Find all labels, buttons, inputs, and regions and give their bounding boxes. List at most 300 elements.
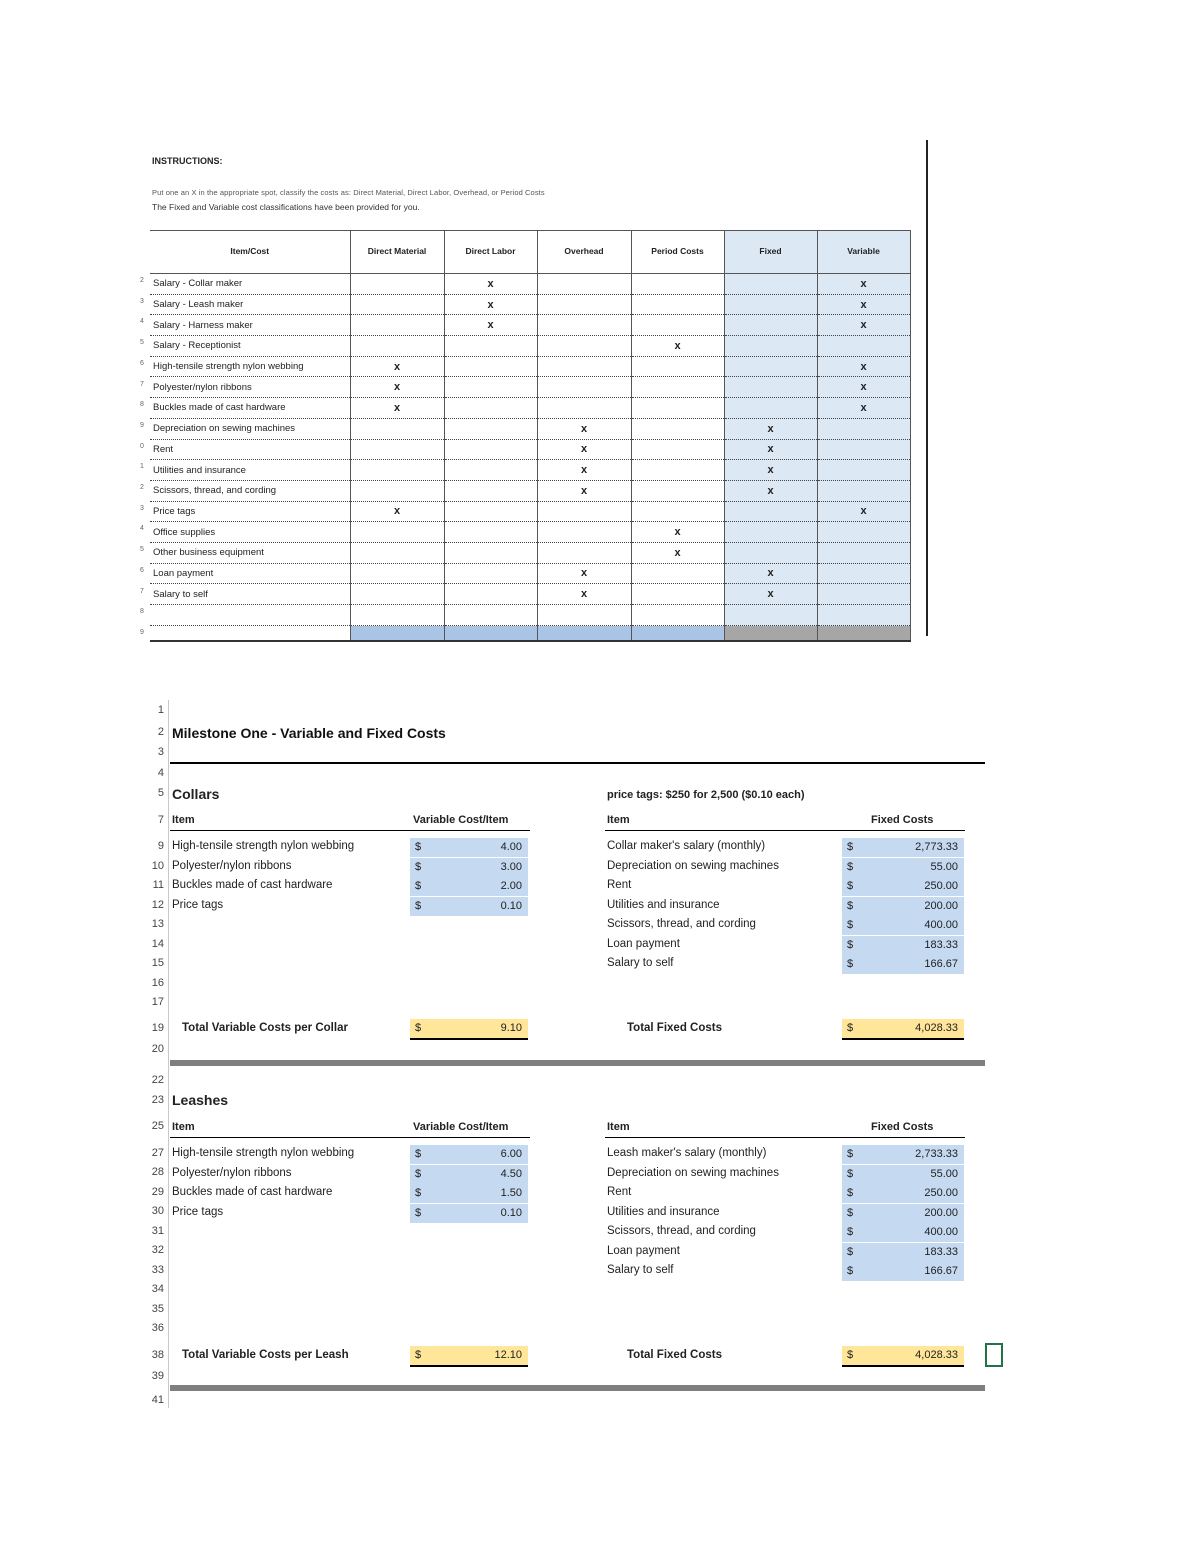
collars-variable-cost-value: 0.10 bbox=[500, 899, 522, 912]
collars-variable-item: Price tags bbox=[172, 898, 224, 911]
collars-fixed-item: Utilities and insurance bbox=[607, 898, 720, 911]
classification-row bbox=[150, 439, 910, 460]
direct-labor-cell[interactable] bbox=[444, 398, 537, 419]
classification-item-cell[interactable]: Utilities and insurance bbox=[150, 460, 350, 481]
collars-total-fixed-label: Total Fixed Costs bbox=[627, 1022, 722, 1034]
direct-labor-cell[interactable] bbox=[444, 563, 537, 584]
direct-labor-cell[interactable]: x bbox=[444, 274, 537, 295]
fixed-cell[interactable]: x bbox=[724, 584, 817, 605]
currency-symbol: $ bbox=[847, 841, 854, 853]
currency-symbol: $ bbox=[415, 1022, 422, 1034]
classification-item-cell[interactable]: Price tags bbox=[150, 501, 350, 522]
fixed-cell[interactable]: x bbox=[724, 563, 817, 584]
overhead-cell[interactable]: x bbox=[537, 584, 631, 605]
variable-cell[interactable]: x bbox=[817, 274, 910, 295]
overhead-cell[interactable] bbox=[537, 501, 631, 522]
row-number: 16 bbox=[151, 977, 164, 989]
leashes-fixed-item: Utilities and insurance bbox=[607, 1205, 720, 1218]
variable-cell[interactable]: x bbox=[817, 501, 910, 522]
empty-cell[interactable] bbox=[444, 626, 537, 642]
collars-variable-item: Polyester/nylon ribbons bbox=[172, 859, 292, 872]
title-underline bbox=[170, 762, 985, 764]
leashes-fixed-item: Depreciation on sewing machines bbox=[607, 1166, 779, 1179]
row-number: 19 bbox=[151, 1022, 164, 1034]
collars-variable-cost-cell[interactable] bbox=[410, 838, 528, 857]
row-marker: 6 bbox=[140, 566, 144, 574]
collars-variable-item: Buckles made of cast hardware bbox=[172, 879, 333, 891]
collars-total-variable-label: Total Variable Costs per Collar bbox=[182, 1022, 348, 1034]
currency-symbol: $ bbox=[847, 1245, 854, 1258]
row-marker: 2 bbox=[140, 484, 144, 491]
collars-fixed-cost-value: 400.00 bbox=[924, 919, 958, 931]
classification-row bbox=[150, 356, 910, 377]
classification-item-cell[interactable]: Salary - Receptionist bbox=[150, 336, 350, 357]
direct-labor-cell[interactable] bbox=[444, 418, 537, 439]
classification-item-cell[interactable]: Loan payment bbox=[150, 563, 350, 584]
fixed-cell[interactable] bbox=[724, 356, 817, 377]
fixed-cell[interactable] bbox=[724, 274, 817, 295]
fixed-cell[interactable] bbox=[724, 315, 817, 336]
classification-item-cell[interactable]: Salary - Collar maker bbox=[150, 274, 350, 295]
classification-item-cell[interactable]: Depreciation on sewing machines bbox=[150, 418, 350, 439]
direct-material-cell[interactable] bbox=[350, 584, 444, 605]
leashes-fixed-cost-cell[interactable] bbox=[842, 1204, 964, 1223]
variable-cell[interactable]: x bbox=[817, 356, 910, 377]
variable-cell[interactable] bbox=[817, 563, 910, 584]
classification-row bbox=[150, 294, 910, 315]
variable-cell[interactable] bbox=[817, 480, 910, 501]
row-number: 22 bbox=[151, 1074, 164, 1086]
variable-cell[interactable] bbox=[817, 584, 910, 605]
currency-symbol: $ bbox=[415, 1148, 422, 1160]
leashes-fixed-item-header: Item bbox=[607, 1121, 630, 1133]
direct-labor-cell[interactable]: x bbox=[444, 315, 537, 336]
classification-item-cell[interactable]: Salary to self bbox=[150, 584, 350, 605]
row-number: 28 bbox=[151, 1166, 164, 1178]
overhead-cell[interactable] bbox=[537, 274, 631, 295]
classification-row bbox=[150, 315, 910, 336]
leashes-variable-cost-value: 4.50 bbox=[500, 1167, 522, 1180]
direct-labor-cell[interactable] bbox=[444, 542, 537, 563]
row-marker: 3 bbox=[140, 297, 144, 305]
period-costs-cell[interactable] bbox=[631, 315, 724, 336]
row-number: 15 bbox=[151, 957, 164, 969]
classification-item-cell[interactable]: High-tensile strength nylon webbing bbox=[150, 356, 350, 377]
row-number: 33 bbox=[151, 1264, 164, 1276]
leashes-fixed-cost-value: 250.00 bbox=[924, 1187, 958, 1199]
variable-cell[interactable] bbox=[817, 418, 910, 439]
classification-item-cell[interactable]: Buckles made of cast hardware bbox=[150, 398, 350, 419]
collars-fixed-cost-value: 55.00 bbox=[930, 860, 958, 873]
row-number: 34 bbox=[151, 1283, 164, 1295]
currency-symbol: $ bbox=[415, 1349, 422, 1361]
leashes-fixed-item: Scissors, thread, and cording bbox=[607, 1225, 756, 1237]
row-number: 20 bbox=[151, 1043, 164, 1055]
classification-item-cell[interactable]: Other business equipment bbox=[150, 542, 350, 563]
period-costs-cell[interactable] bbox=[631, 377, 724, 398]
currency-symbol: $ bbox=[415, 899, 422, 912]
collars-variable-cost-cell[interactable] bbox=[410, 877, 528, 896]
currency-symbol: $ bbox=[847, 1148, 854, 1160]
currency-symbol: $ bbox=[847, 938, 854, 951]
variable-cell[interactable]: x bbox=[817, 398, 910, 419]
row-marker: 5 bbox=[140, 546, 144, 554]
direct-material-cell[interactable] bbox=[350, 563, 444, 584]
collars-variable-cost-cell[interactable] bbox=[410, 858, 528, 877]
selected-cell-indicator[interactable] bbox=[985, 1343, 1003, 1367]
row-marker: 7 bbox=[140, 380, 144, 388]
leashes-fixed-cost-cell[interactable] bbox=[842, 1223, 964, 1242]
collars-variable-cost-value: 4.00 bbox=[500, 841, 522, 853]
row-number: 23 bbox=[151, 1094, 164, 1106]
direct-labor-cell[interactable] bbox=[444, 480, 537, 501]
classification-row bbox=[150, 522, 910, 543]
currency-symbol: $ bbox=[847, 919, 854, 931]
period-costs-cell[interactable]: x bbox=[631, 542, 724, 563]
period-costs-cell[interactable] bbox=[631, 439, 724, 460]
direct-material-cell[interactable] bbox=[350, 480, 444, 501]
period-costs-cell[interactable] bbox=[631, 460, 724, 481]
direct-material-cell[interactable]: x bbox=[350, 356, 444, 377]
collars-variable-cost-cell[interactable] bbox=[410, 897, 528, 916]
milestone-sheet bbox=[140, 700, 1010, 1410]
collars-total-variable-value: 9.10 bbox=[500, 1022, 522, 1034]
leashes-fixed-cost-value: 183.33 bbox=[924, 1245, 958, 1258]
row-marker: 6 bbox=[140, 359, 144, 367]
leashes-fixed-cost-value: 55.00 bbox=[930, 1167, 958, 1180]
variable-cell[interactable] bbox=[817, 542, 910, 563]
row-header-gutter bbox=[168, 700, 169, 1408]
empty-cell[interactable] bbox=[817, 605, 910, 626]
leashes-total-fixed-cell[interactable] bbox=[842, 1346, 964, 1367]
currency-symbol: $ bbox=[847, 1206, 854, 1219]
collars-section-divider bbox=[170, 1060, 985, 1066]
classification-item-cell[interactable]: Scissors, thread, and cording bbox=[150, 480, 350, 501]
empty-cell[interactable] bbox=[631, 626, 724, 642]
collars-fixed-item-header: Item bbox=[607, 814, 630, 826]
empty-cell[interactable] bbox=[537, 626, 631, 642]
leashes-fixed-cost-value: 166.67 bbox=[924, 1265, 958, 1277]
leashes-variable-item: Polyester/nylon ribbons bbox=[172, 1166, 292, 1179]
classification-blank-row bbox=[150, 605, 910, 626]
header-item-cost: Item/Cost bbox=[150, 231, 350, 274]
classification-header-row bbox=[150, 231, 910, 274]
leashes-header-rule-right bbox=[605, 1137, 965, 1138]
direct-material-cell[interactable]: x bbox=[350, 501, 444, 522]
row-marker: 5 bbox=[140, 339, 144, 347]
direct-labor-cell[interactable] bbox=[444, 439, 537, 460]
currency-symbol: $ bbox=[847, 1265, 854, 1277]
row-number: 13 bbox=[151, 918, 164, 930]
row-marker: 1 bbox=[140, 463, 144, 471]
empty-cell[interactable] bbox=[444, 605, 537, 626]
classification-row bbox=[150, 563, 910, 584]
leashes-fixed-cost-cell[interactable] bbox=[842, 1145, 964, 1164]
row-marker: 8 bbox=[140, 608, 144, 616]
collars-total-fixed-value: 4,028.33 bbox=[915, 1022, 958, 1034]
leashes-total-fixed-label: Total Fixed Costs bbox=[627, 1349, 722, 1361]
row-number: 39 bbox=[151, 1370, 164, 1382]
fixed-cell[interactable] bbox=[724, 377, 817, 398]
direct-material-cell[interactable] bbox=[350, 315, 444, 336]
classification-row bbox=[150, 336, 910, 357]
leashes-fixed-cost-value: 200.00 bbox=[924, 1206, 958, 1219]
leashes-fixed-cost-value: 2,733.33 bbox=[915, 1148, 958, 1160]
row-marker: 4 bbox=[140, 525, 144, 533]
collars-fixed-cost-value: 200.00 bbox=[924, 899, 958, 912]
leashes-total-fixed-value: 4,028.33 bbox=[915, 1349, 958, 1361]
collars-variable-header: Variable Cost/Item bbox=[413, 814, 509, 826]
leashes-section-title: Leashes bbox=[172, 1092, 229, 1108]
collars-fixed-cost-cell[interactable] bbox=[842, 897, 964, 916]
currency-symbol: $ bbox=[415, 1187, 422, 1199]
direct-material-cell[interactable] bbox=[350, 522, 444, 543]
row-number: 12 bbox=[151, 899, 164, 911]
overhead-cell[interactable] bbox=[537, 315, 631, 336]
direct-labor-cell[interactable] bbox=[444, 336, 537, 357]
leashes-fixed-cost-cell[interactable] bbox=[842, 1243, 964, 1262]
currency-symbol: $ bbox=[847, 1349, 854, 1361]
classification-item-cell[interactable]: Salary - Harness maker bbox=[150, 315, 350, 336]
collars-fixed-cost-value: 250.00 bbox=[924, 880, 958, 892]
header-overhead: Overhead bbox=[537, 231, 631, 274]
row-marker: 2 bbox=[140, 277, 144, 284]
leashes-total-variable-value: 12.10 bbox=[494, 1349, 522, 1361]
empty-cell[interactable] bbox=[724, 626, 817, 642]
row-number: 31 bbox=[151, 1225, 164, 1237]
direct-labor-cell[interactable] bbox=[444, 377, 537, 398]
classification-item-cell[interactable]: Salary - Leash maker bbox=[150, 294, 350, 315]
period-costs-cell[interactable] bbox=[631, 563, 724, 584]
collars-fixed-cost-cell[interactable] bbox=[842, 936, 964, 955]
variable-cell[interactable] bbox=[817, 336, 910, 357]
leashes-fixed-item: Loan payment bbox=[607, 1244, 680, 1257]
row-number: 36 bbox=[151, 1322, 164, 1334]
row-number: 1 bbox=[157, 704, 164, 716]
collars-variable-cost-value: 3.00 bbox=[500, 860, 522, 873]
fixed-cell[interactable] bbox=[724, 336, 817, 357]
direct-labor-cell[interactable] bbox=[444, 522, 537, 543]
empty-cell[interactable] bbox=[724, 605, 817, 626]
collars-section-title: Collars bbox=[172, 786, 220, 802]
row-number: 14 bbox=[151, 938, 164, 950]
leashes-variable-cost-cell[interactable] bbox=[410, 1165, 528, 1184]
leashes-variable-cost-value: 1.50 bbox=[500, 1187, 522, 1199]
direct-material-cell[interactable] bbox=[350, 542, 444, 563]
currency-symbol: $ bbox=[415, 1206, 422, 1219]
row-number: 9 bbox=[157, 840, 164, 852]
period-costs-cell[interactable] bbox=[631, 274, 724, 295]
overhead-cell[interactable]: x bbox=[537, 563, 631, 584]
row-number: 30 bbox=[151, 1205, 164, 1217]
direct-material-cell[interactable] bbox=[350, 460, 444, 481]
classification-row bbox=[150, 542, 910, 563]
overhead-cell[interactable] bbox=[537, 356, 631, 377]
empty-cell[interactable] bbox=[817, 626, 910, 642]
collars-total-fixed-cell[interactable] bbox=[842, 1019, 964, 1040]
currency-symbol: $ bbox=[415, 1167, 422, 1180]
row-number: 29 bbox=[151, 1186, 164, 1198]
classification-item-cell[interactable]: Polyester/nylon ribbons bbox=[150, 377, 350, 398]
period-costs-cell[interactable] bbox=[631, 480, 724, 501]
row-marker: 9 bbox=[140, 421, 144, 429]
variable-cell[interactable] bbox=[817, 522, 910, 543]
currency-symbol: $ bbox=[847, 880, 854, 892]
empty-cell[interactable] bbox=[631, 605, 724, 626]
classification-sheet bbox=[140, 140, 930, 640]
empty-cell[interactable] bbox=[537, 605, 631, 626]
direct-labor-cell[interactable] bbox=[444, 356, 537, 377]
classification-row bbox=[150, 584, 910, 605]
sheet-right-border bbox=[926, 140, 928, 636]
overhead-cell[interactable] bbox=[537, 294, 631, 315]
header-direct-labor: Direct Labor bbox=[444, 231, 537, 274]
collars-item-header: Item bbox=[172, 814, 195, 826]
collars-variable-cost-value: 2.00 bbox=[500, 880, 522, 892]
currency-symbol: $ bbox=[847, 860, 854, 873]
fixed-cell[interactable] bbox=[724, 542, 817, 563]
header-variable: Variable bbox=[817, 231, 910, 274]
direct-material-cell[interactable] bbox=[350, 418, 444, 439]
leashes-fixed-header: Fixed Costs bbox=[871, 1121, 934, 1133]
variable-cell[interactable]: x bbox=[817, 377, 910, 398]
collars-fixed-item: Rent bbox=[607, 879, 632, 891]
empty-cell[interactable] bbox=[150, 605, 350, 626]
direct-material-cell[interactable] bbox=[350, 294, 444, 315]
direct-labor-cell[interactable] bbox=[444, 584, 537, 605]
fixed-cell[interactable] bbox=[724, 398, 817, 419]
header-direct-material: Direct Material bbox=[350, 231, 444, 274]
fixed-cell[interactable] bbox=[724, 294, 817, 315]
leashes-fixed-item: Leash maker's salary (monthly) bbox=[607, 1147, 767, 1159]
overhead-cell[interactable] bbox=[537, 542, 631, 563]
variable-cell[interactable]: x bbox=[817, 294, 910, 315]
fixed-cell[interactable]: x bbox=[724, 460, 817, 481]
overhead-cell[interactable]: x bbox=[537, 418, 631, 439]
overhead-cell[interactable]: x bbox=[537, 439, 631, 460]
collars-fixed-cost-cell[interactable] bbox=[842, 955, 964, 974]
classification-row bbox=[150, 274, 910, 295]
direct-material-cell[interactable]: x bbox=[350, 398, 444, 419]
classification-row bbox=[150, 460, 910, 481]
direct-material-cell[interactable] bbox=[350, 439, 444, 460]
row-marker: 3 bbox=[140, 504, 144, 512]
row-number: 25 bbox=[151, 1120, 164, 1132]
variable-cell[interactable] bbox=[817, 460, 910, 481]
collars-total-variable-cell[interactable] bbox=[410, 1019, 528, 1040]
row-number: 2 bbox=[157, 726, 164, 738]
row-marker: 9 bbox=[140, 628, 144, 636]
period-costs-cell[interactable] bbox=[631, 398, 724, 419]
leashes-variable-item: Buckles made of cast hardware bbox=[172, 1186, 333, 1198]
overhead-cell[interactable] bbox=[537, 522, 631, 543]
header-fixed: Fixed bbox=[724, 231, 817, 274]
variable-cell[interactable]: x bbox=[817, 315, 910, 336]
leashes-variable-cost-value: 0.10 bbox=[500, 1206, 522, 1219]
fixed-cell[interactable] bbox=[724, 522, 817, 543]
instructions-title: INSTRUCTIONS: bbox=[152, 156, 223, 166]
period-costs-cell[interactable] bbox=[631, 584, 724, 605]
header-period-costs: Period Costs bbox=[631, 231, 724, 274]
fixed-cell[interactable]: x bbox=[724, 480, 817, 501]
leashes-variable-cost-cell[interactable] bbox=[410, 1184, 528, 1203]
leashes-fixed-cost-cell[interactable] bbox=[842, 1262, 964, 1281]
fixed-cell[interactable]: x bbox=[724, 439, 817, 460]
variable-cell[interactable] bbox=[817, 439, 910, 460]
row-marker: 0 bbox=[140, 442, 144, 450]
period-costs-cell[interactable] bbox=[631, 501, 724, 522]
direct-material-cell[interactable] bbox=[350, 274, 444, 295]
collars-fixed-item: Collar maker's salary (monthly) bbox=[607, 840, 766, 852]
overhead-cell[interactable] bbox=[537, 398, 631, 419]
collars-fixed-cost-cell[interactable] bbox=[842, 916, 964, 935]
currency-symbol: $ bbox=[847, 899, 854, 912]
overhead-cell[interactable] bbox=[537, 336, 631, 357]
classification-row bbox=[150, 501, 910, 522]
instructions-line-1: Put one an X in the appropriate spot, classify the costs as: Direct Material, Direct Labor, Overhead, or Period Costs bbox=[152, 188, 545, 197]
collars-fixed-cost-cell[interactable] bbox=[842, 858, 964, 877]
direct-labor-cell[interactable] bbox=[444, 460, 537, 481]
fixed-cell[interactable]: x bbox=[724, 418, 817, 439]
collars-header-rule-right bbox=[605, 830, 965, 831]
direct-labor-cell[interactable] bbox=[444, 501, 537, 522]
direct-material-cell[interactable] bbox=[350, 336, 444, 357]
row-number: 11 bbox=[152, 879, 164, 891]
period-costs-cell[interactable]: x bbox=[631, 336, 724, 357]
currency-symbol: $ bbox=[847, 1187, 854, 1199]
period-costs-cell[interactable] bbox=[631, 418, 724, 439]
leashes-fixed-cost-cell[interactable] bbox=[842, 1165, 964, 1184]
classification-row bbox=[150, 398, 910, 419]
currency-symbol: $ bbox=[415, 860, 422, 873]
empty-cell[interactable] bbox=[350, 605, 444, 626]
overhead-cell[interactable]: x bbox=[537, 480, 631, 501]
collars-fixed-item: Salary to self bbox=[607, 957, 674, 969]
period-costs-cell[interactable] bbox=[631, 294, 724, 315]
collars-fixed-cost-value: 166.67 bbox=[924, 958, 958, 970]
leashes-fixed-cost-cell[interactable] bbox=[842, 1184, 964, 1203]
period-costs-cell[interactable]: x bbox=[631, 522, 724, 543]
collars-fixed-cost-cell[interactable] bbox=[842, 877, 964, 896]
row-number: 17 bbox=[151, 996, 164, 1008]
leashes-total-variable-cell[interactable] bbox=[410, 1346, 528, 1367]
classification-item-cell[interactable]: Rent bbox=[150, 439, 350, 460]
row-number: 7 bbox=[157, 814, 164, 826]
row-marker: 4 bbox=[140, 318, 144, 326]
row-number: 10 bbox=[151, 860, 164, 872]
leashes-variable-cost-cell[interactable] bbox=[410, 1204, 528, 1223]
currency-symbol: $ bbox=[847, 958, 854, 970]
overhead-cell[interactable]: x bbox=[537, 460, 631, 481]
currency-symbol: $ bbox=[415, 880, 422, 892]
overhead-cell[interactable] bbox=[537, 377, 631, 398]
empty-cell[interactable] bbox=[150, 626, 350, 642]
period-costs-cell[interactable] bbox=[631, 356, 724, 377]
classification-item-cell[interactable]: Office supplies bbox=[150, 522, 350, 543]
collars-fixed-item: Loan payment bbox=[607, 937, 680, 950]
direct-labor-cell[interactable]: x bbox=[444, 294, 537, 315]
row-number: 27 bbox=[151, 1147, 164, 1159]
collars-fixed-item: Scissors, thread, and cording bbox=[607, 918, 756, 930]
fixed-cell[interactable] bbox=[724, 501, 817, 522]
collars-fixed-cost-value: 183.33 bbox=[924, 938, 958, 951]
collars-fixed-cost-cell[interactable] bbox=[842, 838, 964, 857]
row-number: 35 bbox=[151, 1303, 164, 1315]
empty-cell[interactable] bbox=[350, 626, 444, 642]
leashes-variable-cost-cell[interactable] bbox=[410, 1145, 528, 1164]
direct-material-cell[interactable]: x bbox=[350, 377, 444, 398]
collars-fixed-header: Fixed Costs bbox=[871, 814, 934, 826]
